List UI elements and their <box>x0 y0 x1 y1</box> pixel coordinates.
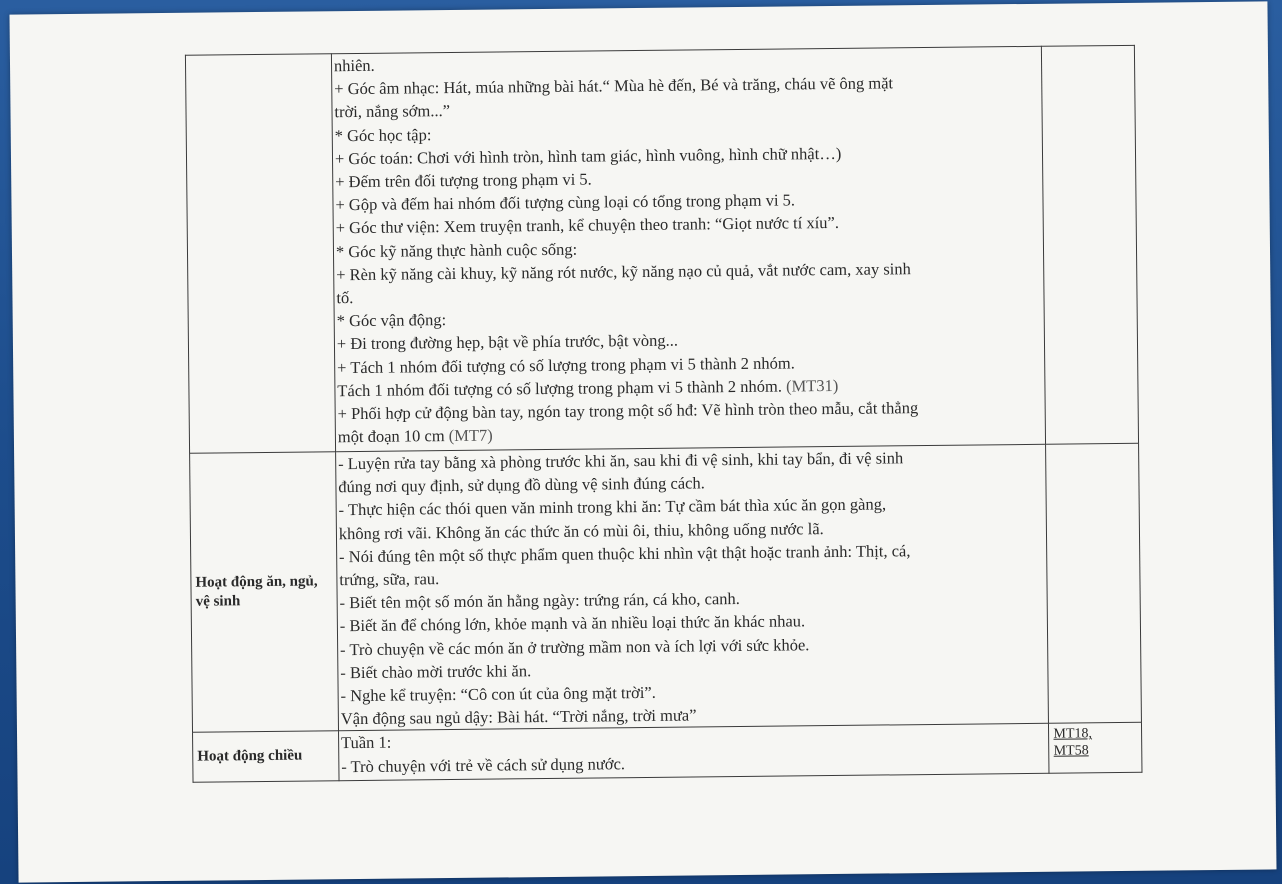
content-line: Tuần 1: <box>340 733 392 753</box>
content-line: + Góc toán: Chơi với hình tròn, hình tam giác, hình vuông, hình chữ nhật…) <box>334 143 842 169</box>
goal-cell-empty <box>1042 45 1139 444</box>
content-line: - Trò chuyện về các món ăn ở trường mầm non và ích lợi với sức khỏe. <box>339 634 810 659</box>
activity-content-cell <box>331 46 1046 451</box>
content-line: - Nghe kể truyện: “Cô con út của ông mặt trời”. <box>340 682 656 706</box>
lesson-plan-table <box>185 45 1143 783</box>
paper-sheet <box>9 1 1276 882</box>
goal-code: (MT7) <box>448 425 493 446</box>
content-line: đúng nơi quy định, sử dụng đồ dùng vệ sinh đúng cách. <box>338 473 705 497</box>
table-row <box>190 443 1142 732</box>
row-label-eating-sleeping-hygiene: Hoạt động ăn, ngủ, vệ sinh <box>190 452 339 733</box>
content-line: - Luyện rửa tay bằng xà phòng trước khi ăn, sau khi đi vệ sinh, khi tay bẩn, đi vệ sinh <box>338 448 904 474</box>
goal-code: MT18, <box>1053 726 1093 743</box>
goal-cell-empty <box>1046 443 1142 723</box>
goal-code: (MT31) <box>785 375 839 396</box>
content-line: + Tách 1 nhóm đối tượng có số lượng trong phạm vi 5 thành 2 nhóm. <box>337 353 795 377</box>
content-line: không rơi vãi. Không ăn các thức ăn có mùi ôi, thiu, không uống nước lã. <box>338 518 824 543</box>
content-line: + Gộp và đếm hai nhóm đối tượng cùng loại có tổng trong phạm vi 5. <box>335 190 796 215</box>
content-text: Tách 1 nhóm đối tượng có số lượng trong phạm vi 5 thành 2 nhóm. <box>337 376 783 401</box>
content-line: + Rèn kỹ năng cài khuy, kỹ năng rót nước, kỹ năng nạo củ quả, vắt nước cam, xay sinh <box>336 259 911 285</box>
content-line: - Biết chào mời trước khi ăn. <box>340 661 532 683</box>
table-row <box>185 45 1138 453</box>
content-line: - Thực hiện các thói quen văn minh trong khi ăn: Tự cầm bát thìa xúc ăn gọn gàng, <box>338 494 887 520</box>
content-line: * Góc học tập: <box>334 124 432 145</box>
content-line: - Trò chuyện với trẻ về cách sử dụng nước. <box>341 753 626 776</box>
goal-code: MT58 <box>1053 743 1089 760</box>
afternoon-content-cell <box>338 724 1049 781</box>
row-label-empty <box>185 54 335 454</box>
content-line: + Góc âm nhạc: Hát, múa những bài hát.“ Mùa hè đến, Bé và trăng, cháu vẽ ông mặt <box>334 73 894 99</box>
content-line: nhiên. <box>333 55 375 76</box>
goal-codes-cell <box>1049 723 1142 774</box>
hygiene-content-cell <box>336 444 1049 731</box>
content-line: Vận động sau ngủ dậy: Bài hát. “Trời nắng, trời mưa” <box>340 705 697 729</box>
content-line: + Phối hợp cử động bàn tay, ngón tay trong một số hđ: Vẽ hình tròn theo mẫu, cắt thẳng <box>337 398 919 424</box>
table-row <box>193 723 1142 783</box>
content-line: - Biết ăn để chóng lớn, khỏe mạnh và ăn nhiều loại thức ăn khác nhau. <box>339 611 806 636</box>
content-line: * Góc vận động: <box>336 310 447 331</box>
content-line: + Góc thư viện: Xem truyện tranh, kể chuyện theo tranh: “Giọt nước tí xíu”. <box>335 213 840 238</box>
row-label-afternoon-activity: Hoạt động chiều <box>193 731 339 783</box>
content-line: + Đi trong đường hẹp, bật về phía trước, bật vòng... <box>336 331 679 354</box>
content-line: - Nói đúng tên một số thực phẩm quen thuộc khi nhìn vật thật hoặc tranh ảnh: Thịt, cá, <box>339 541 911 567</box>
content-line: * Góc kỹ năng thực hành cuộc sống: <box>335 239 578 261</box>
content-line: tố. <box>336 288 354 308</box>
content-text: một đoạn 10 cm <box>337 426 445 447</box>
content-line: + Đếm trên đối tượng trong phạm vi 5. <box>335 169 592 192</box>
content-line: - Biết tên một số món ăn hằng ngày: trứng rán, cá kho, canh. <box>339 589 740 613</box>
content-line: trứng, sữa, rau. <box>339 569 440 590</box>
content-line: trời, nắng sớm...” <box>334 101 451 122</box>
